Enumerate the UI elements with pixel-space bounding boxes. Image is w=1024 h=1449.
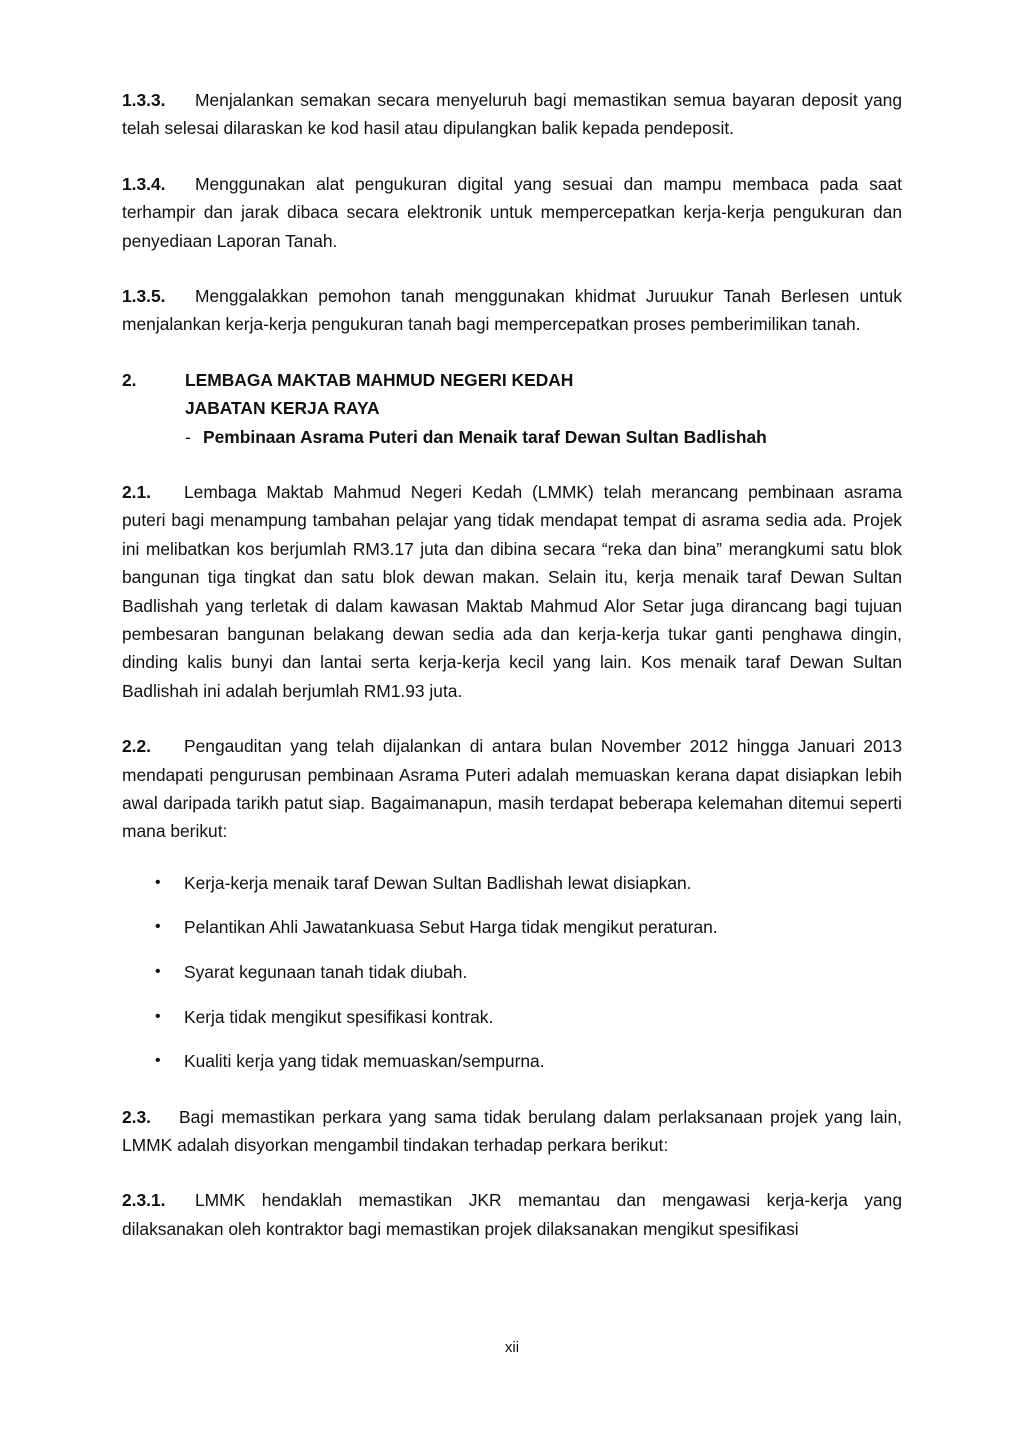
bullet-icon: • (155, 1052, 161, 1070)
list-item-text: Kerja-kerja menaik taraf Dewan Sultan Badlishah lewat disiapkan. (184, 872, 692, 893)
document-page (122, 86, 902, 1270)
bullet-icon: • (155, 1007, 161, 1025)
paragraph-text: Menggalakkan pemohon tanah menggunakan khidmat Juruukur Tanah Berlesen untuk menjalankan kerja-kerja pengukuran tanah bagi mempercepatkan proses pemberimilikan tanah. (122, 286, 902, 335)
section-number: 2. (122, 369, 137, 390)
section-2-heading (122, 366, 902, 451)
paragraph-number: 1.3.3. (122, 90, 166, 110)
heading-line-1 (122, 366, 902, 394)
paragraph-number: 1.3.5. (122, 286, 166, 307)
paragraph-1-3-5 (122, 282, 902, 339)
paragraph-text: LMMK hendaklah memastikan JKR memantau dan mengawasi kerja-kerja yang dilaksanakan oleh kontraktor bagi memastikan projek dilaksanakan mengikut spesifikasi (122, 1190, 902, 1239)
heading-line-2 (122, 394, 902, 422)
dash-marker: - (185, 426, 191, 447)
list-item (122, 869, 902, 897)
paragraph-2-3-1 (122, 1186, 902, 1243)
paragraph-2-1 (122, 478, 902, 705)
paragraph-text: Menjalankan semakan secara menyeluruh bagi memastikan semua bayaran deposit yang telah selesai dilaraskan ke kod hasil atau dipulangkan balik kepada pendeposit. (122, 90, 902, 139)
page-number: xii (504, 1339, 520, 1356)
heading-line-3 (122, 423, 902, 451)
paragraph-2-3 (122, 1103, 902, 1160)
bullet-icon: • (155, 873, 161, 891)
bullet-icon: • (155, 963, 161, 981)
list-item-text: Pelantikan Ahli Jawatankuasa Sebut Harga tidak mengikut peraturan. (184, 917, 718, 938)
paragraph-number: 2.2. (122, 736, 152, 757)
paragraph-number: 2.3. (122, 1106, 152, 1127)
paragraph-text: Menggunakan alat pengukuran digital yang sesuai dan mampu membaca pada saat terhampir dan jarak dibaca secara elektronik untuk mempercepatkan kerja-kerja pengukuran dan penyediaan Laporan Tanah. (122, 173, 902, 251)
paragraph-number: 2.1. (122, 482, 152, 503)
list-item-text: Kualiti kerja yang tidak memuaskan/sempurna. (184, 1051, 545, 1072)
paragraph-text: Lembaga Maktab Mahmud Negeri Kedah (LMMK) telah merancang pembinaan asrama puteri bagi menampung tambahan pelajar yang tidak mendapat tempat di asrama sedia ada. Projek ini melibatkan kos berjumlah RM3.17 juta dan dibina secara “reka dan bina” merangkumi satu blok bangunan tiga tingkat dan satu blok dewan makan. Selain itu, kerja menaik taraf Dewan Sultan Badlishah yang terletak di dalam kawasan Maktab Mahmud Alor Setar juga dirancang bagi tujuan pembesaran bangunan belakang dewan sedia ada dan kerja-kerja tukar ganti penghawa dingin, dinding kalis bunyi dan lantai serta kerja-kerja kecil yang lain. Kos menaik taraf Dewan Sultan Badlishah ini adalah berjumlah RM1.93 juta. (122, 482, 902, 701)
paragraph-2-2 (122, 732, 902, 846)
project-title: Pembinaan Asrama Puteri dan Menaik taraf Dewan Sultan Badlishah (203, 426, 767, 447)
list-item-text: Syarat kegunaan tanah tidak diubah. (184, 962, 468, 983)
paragraph-number: 2.3.1. (122, 1190, 166, 1211)
paragraph-text: Pengauditan yang telah dijalankan di antara bulan November 2012 hingga Januari 2013 mendapati pengurusan pembinaan Asrama Puteri adalah memuaskan kerana dapat disiapkan lebih awal daripada tarikh patut siap. Bagaimanapun, masih terdapat beberapa kelemahan ditemui seperti mana berikut: (122, 736, 902, 842)
list-item (122, 1047, 902, 1075)
list-item (122, 1003, 902, 1031)
list-item (122, 958, 902, 986)
paragraph-number: 1.3.4. (122, 173, 166, 194)
paragraph-1-3-4 (122, 170, 902, 255)
paragraph-1-3-3 (122, 86, 902, 143)
department-title: JABATAN KERJA RAYA (185, 398, 380, 419)
bullet-icon: • (155, 918, 161, 936)
paragraph-text: Bagi memastikan perkara yang sama tidak berulang dalam perlaksanaan projek yang lain, LMMK adalah disyorkan mengambil tindakan terhadap perkara berikut: (122, 1106, 902, 1155)
organization-title: LEMBAGA MAKTAB MAHMUD NEGERI KEDAH (185, 369, 574, 390)
list-item-text: Kerja tidak mengikut spesifikasi kontrak. (184, 1006, 494, 1027)
list-item (122, 913, 902, 941)
findings-bullet-list (122, 869, 902, 1076)
